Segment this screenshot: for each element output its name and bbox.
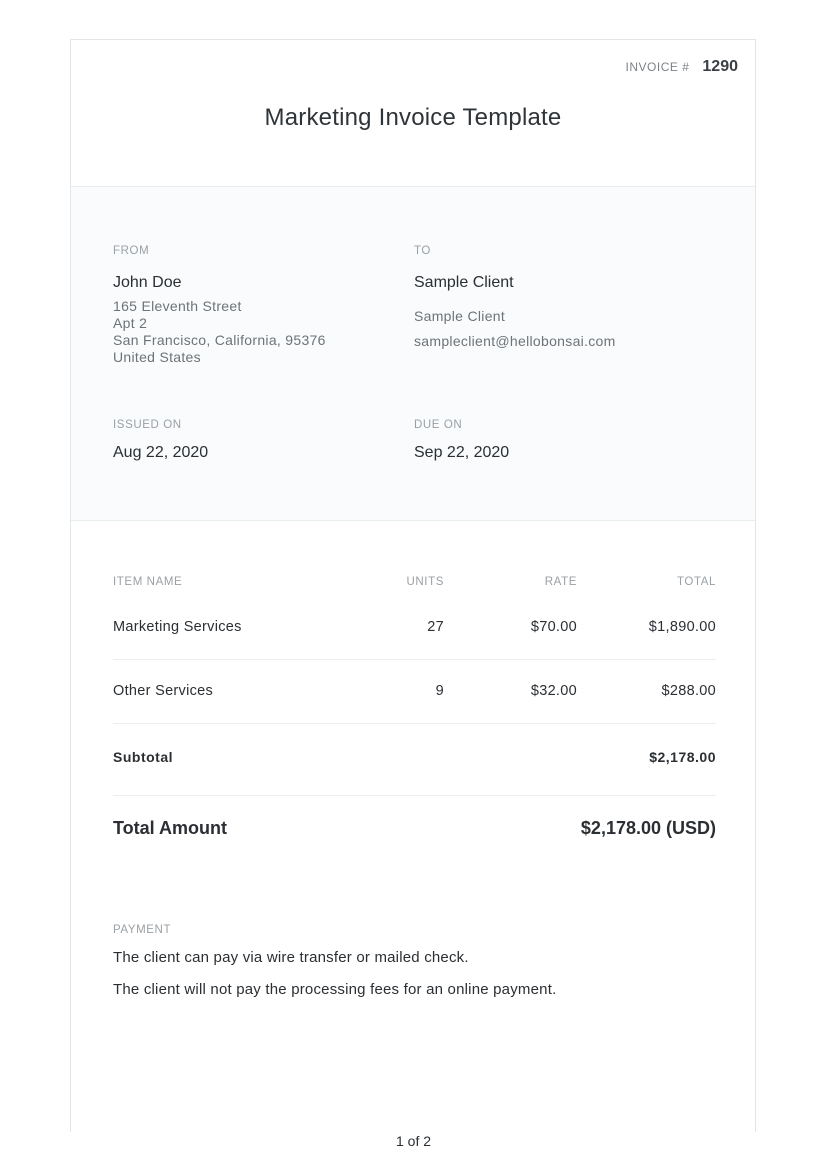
to-email: sampleclient@hellobonsai.com [414, 333, 616, 349]
to-company: Sample Client [414, 308, 506, 324]
subtotal-row [113, 724, 716, 796]
parties-and-dates-section [71, 186, 755, 521]
table-row [113, 596, 716, 660]
subtotal-value: $2,178.00 [649, 749, 716, 765]
from-address-line: United States [113, 349, 201, 365]
item-total: $288.00 [661, 683, 716, 699]
total-amount-row [113, 796, 716, 866]
header-item-name: ITEM NAME [113, 576, 183, 588]
invoice-title: Marketing Invoice Template [264, 104, 562, 131]
invoice-number-value: 1290 [702, 58, 738, 75]
invoice-number-label: INVOICE # [625, 60, 690, 74]
from-address-line: 165 Eleventh Street [113, 298, 242, 314]
from-label: FROM [113, 245, 150, 257]
to-name: Sample Client [414, 274, 514, 291]
payment-note: The client can pay via wire transfer or mailed check. [113, 949, 469, 966]
payment-section [113, 924, 716, 998]
item-total: $1,890.00 [648, 619, 716, 635]
to-label: TO [414, 245, 431, 257]
from-address-line: San Francisco, California, 95376 [113, 332, 326, 348]
payment-label: PAYMENT [113, 924, 172, 936]
items-table-header [113, 576, 716, 596]
invoice-number-block [626, 58, 738, 76]
issued-on-label: ISSUED ON [113, 419, 182, 431]
table-row [113, 660, 716, 724]
item-units: 27 [427, 619, 444, 635]
item-units: 9 [435, 683, 444, 699]
item-rate: $32.00 [530, 683, 577, 699]
from-address-line: Apt 2 [113, 315, 148, 331]
item-name: Marketing Services [113, 619, 242, 635]
invoice-page [70, 39, 756, 1132]
item-name: Other Services [113, 683, 214, 699]
header-rate: RATE [544, 576, 577, 588]
payment-note: The client will not pay the processing fees for an online payment. [113, 981, 557, 998]
subtotal-label: Subtotal [113, 749, 173, 765]
due-on-date: Sep 22, 2020 [414, 444, 510, 461]
issued-on-date: Aug 22, 2020 [113, 444, 209, 461]
total-amount-value: $2,178.00 (USD) [580, 818, 716, 838]
from-address [113, 298, 326, 366]
total-amount-label: Total Amount [113, 818, 227, 838]
header-units: UNITS [406, 576, 444, 588]
items-table [113, 576, 716, 866]
from-name: John Doe [113, 274, 182, 291]
page-indicator: 1 of 2 [395, 1133, 432, 1149]
item-rate: $70.00 [530, 619, 577, 635]
header-total: TOTAL [677, 576, 716, 588]
due-on-label: DUE ON [414, 419, 463, 431]
